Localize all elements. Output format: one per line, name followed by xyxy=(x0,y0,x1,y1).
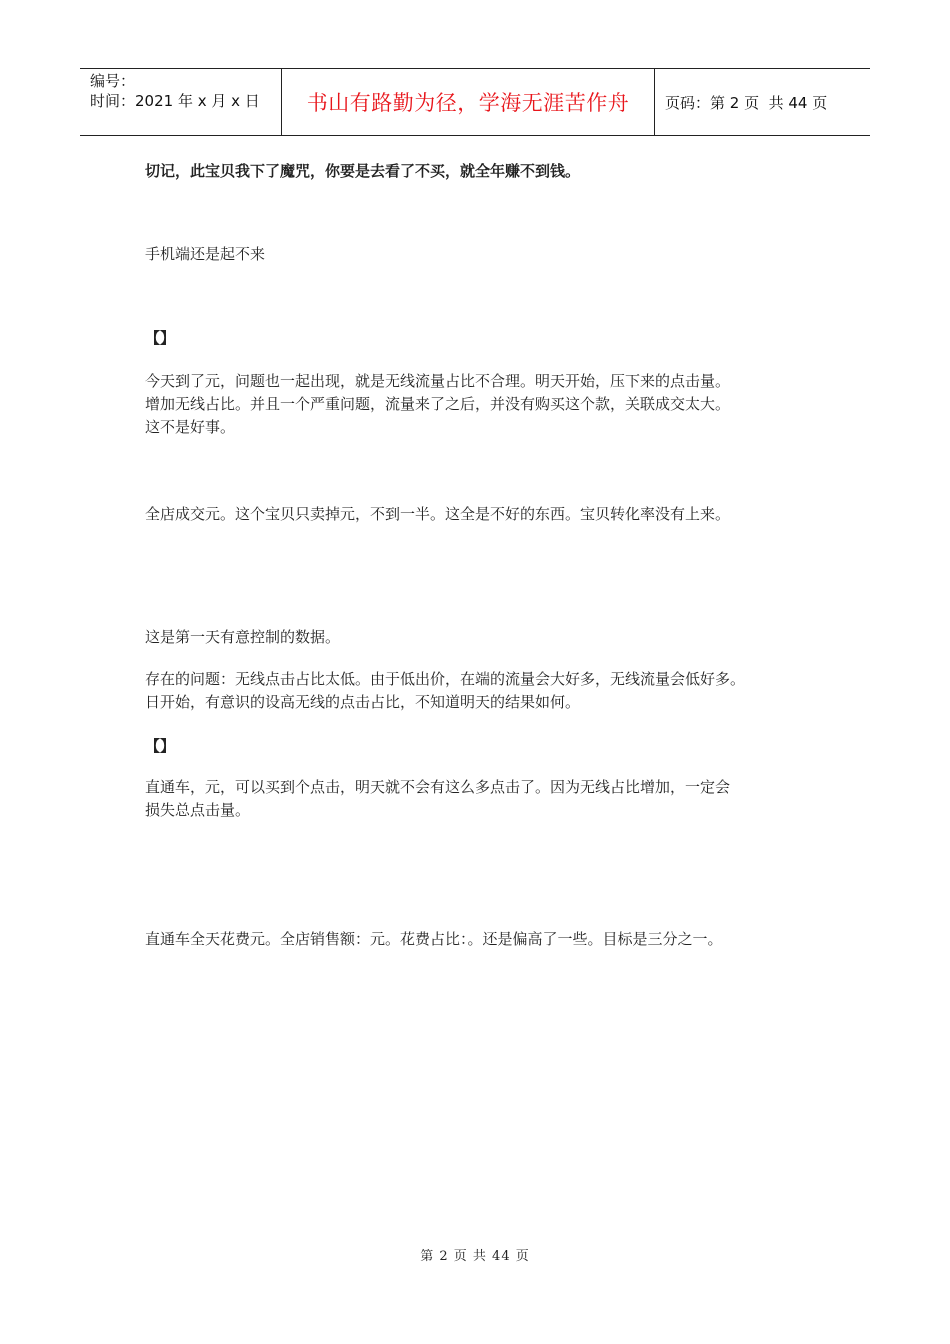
paragraph-line: 这不是好事。 xyxy=(145,418,236,436)
bracket-marker: 【】 xyxy=(145,737,176,755)
header-meta-cell xyxy=(80,69,282,135)
bracket-marker: 【】 xyxy=(145,329,176,347)
header-motto: 书山有路勤为径，学海无涯苦作舟 xyxy=(306,91,630,115)
paragraph-line: 直通车，元，可以买到个点击，明天就不会有这么多点击了。因为无线占比增加，一定会 xyxy=(145,778,731,796)
paragraph-traffic xyxy=(145,370,825,439)
code-label: 编号： xyxy=(90,72,136,90)
paragraph-line: 今天到了元，问题也一起出现，就是无线流量占比不合理。明天开始，压下来的点击量。 xyxy=(145,372,731,390)
paragraph-clicks xyxy=(145,776,825,822)
header-motto-cell xyxy=(282,69,655,135)
paragraph-line: 增加无线占比。并且一个严重问题，流量来了之后，并没有购买这个款，关联成交太大。 xyxy=(145,395,731,413)
header-page-cell xyxy=(655,69,870,135)
header-page-info: 页码：第 2 页 共 44 页 xyxy=(665,93,828,112)
date-label: 时间：2021 年 x 月 x 日 xyxy=(90,92,260,110)
paragraph-warning: 切记，此宝贝我下了魔咒，你要是去看了不买，就全年赚不到钱。 xyxy=(145,162,581,180)
footer-page-number: 第 2 页 共 44 页 xyxy=(420,1249,530,1264)
paragraph-line: 损失总点击量。 xyxy=(145,801,251,819)
paragraph-sales: 全店成交元。这个宝贝只卖掉元，不到一半。这全是不好的东西。宝贝转化率没有上来。 xyxy=(145,505,731,523)
document-header xyxy=(80,68,870,136)
page-footer xyxy=(0,1245,950,1264)
paragraph-first-day: 这是第一天有意控制的数据。 xyxy=(145,628,341,646)
paragraph-mobile: 手机端还是起不来 xyxy=(145,245,266,263)
paragraph-line: 存在的问题：无线点击占比太低。由于低出价，在端的流量会大好多，无线流量会低好多。 xyxy=(145,670,746,688)
paragraph-line: 日开始，有意识的设高无线的点击占比，不知道明天的结果如何。 xyxy=(145,693,581,711)
paragraph-problem xyxy=(145,668,825,714)
paragraph-spending: 直通车全天花费元。全店销售额：元。花费占比：。还是偏高了一些。目标是三分之一。 xyxy=(145,930,723,948)
